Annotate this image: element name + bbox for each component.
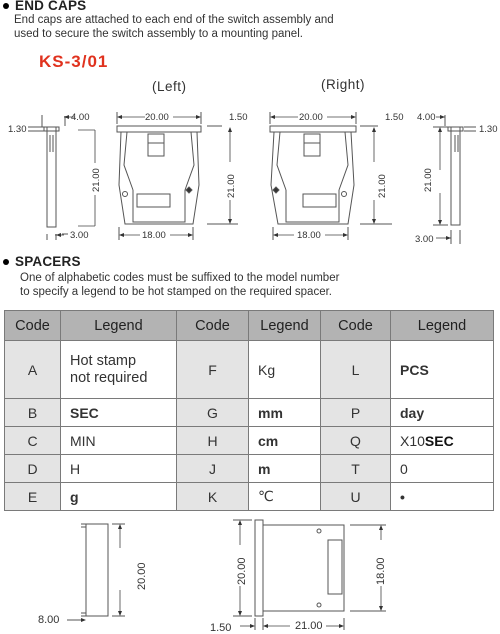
- legend-text: Hot stamp: [70, 352, 137, 369]
- code-cell: K: [177, 483, 249, 511]
- legend-cell: cm: [249, 427, 321, 455]
- dim-left-top-width: 20.00: [145, 112, 169, 123]
- left-side-view: [28, 115, 68, 240]
- dim-left-flange: 1.30: [8, 124, 27, 135]
- spacers-description-line-2: to specify a legend to be hot stamped on the required spacer.: [20, 286, 332, 298]
- header-legend: Legend: [61, 311, 177, 341]
- code-cell: C: [5, 427, 61, 455]
- end-caps-description-line-1: End caps are attached to each end of the switch assembly and: [14, 14, 334, 26]
- dim-right-front-height: 21.00: [377, 174, 388, 198]
- dim-right-gap: 1.50: [385, 112, 404, 123]
- legend-cell: day: [391, 399, 494, 427]
- dim-spacer-side-height: 20.00: [136, 562, 148, 590]
- dim-right-base-width: 18.00: [297, 230, 321, 241]
- legend-cell: H: [61, 455, 177, 483]
- legend-text: not required: [70, 369, 148, 386]
- right-cap-label: (Right): [321, 77, 366, 92]
- dim-spacer-front-height: 20.00: [236, 557, 248, 585]
- header-code: Code: [321, 311, 391, 341]
- code-cell: D: [5, 455, 61, 483]
- legend-cell: mm: [249, 399, 321, 427]
- code-cell: L: [321, 341, 391, 399]
- spacers-description-line-1: One of alphabetic codes must be suffixed to the model number: [20, 272, 340, 284]
- end-caps-drawing: [0, 0, 500, 260]
- legend-cell: ℃: [249, 483, 321, 511]
- legend-cell: MIN: [61, 427, 177, 455]
- right-side-view: [433, 115, 476, 244]
- legend-cell: •: [391, 483, 494, 511]
- model-number: KS-3/01: [39, 52, 109, 71]
- legend-text: X10: [400, 432, 425, 449]
- legend-cell: m: [249, 455, 321, 483]
- table-row: [5, 427, 494, 455]
- code-cell: U: [321, 483, 391, 511]
- code-cell: T: [321, 455, 391, 483]
- legend-cell: [391, 427, 494, 455]
- legend-cell: 0: [391, 455, 494, 483]
- dim-right-height: 21.00: [423, 168, 434, 192]
- dim-right-side-top: 4.00: [417, 112, 436, 123]
- table-row: [5, 455, 494, 483]
- spacers-title: SPACERS: [15, 254, 81, 269]
- dim-left-base-width: 18.00: [142, 230, 166, 241]
- code-cell: G: [177, 399, 249, 427]
- dim-spacer-inner-height: 18.00: [375, 557, 387, 585]
- dim-right-side-base: 3.00: [415, 234, 434, 245]
- code-cell: H: [177, 427, 249, 455]
- table-row: [5, 483, 494, 511]
- table-row: [5, 341, 494, 399]
- end-caps-description-line-2: used to secure the switch assembly to a mounting panel.: [14, 28, 303, 40]
- code-cell: A: [5, 341, 61, 399]
- dim-left-side-top: 4.00: [71, 112, 90, 123]
- spacers-bullet: [3, 259, 9, 265]
- left-front-view: [117, 112, 238, 240]
- left-cap-label: (Left): [152, 79, 187, 94]
- dim-spacer-flange: 1.50: [210, 622, 232, 634]
- code-cell: E: [5, 483, 61, 511]
- code-cell: Q: [321, 427, 391, 455]
- legend-cell: SEC: [61, 399, 177, 427]
- header-legend: Legend: [249, 311, 321, 341]
- code-cell: B: [5, 399, 61, 427]
- legend-cell: PCS: [391, 341, 494, 399]
- table-header-row: [5, 311, 494, 341]
- dim-left-side-base: 3.00: [70, 230, 89, 241]
- dim-left-height: 21.00: [91, 168, 102, 192]
- dim-spacer-depth: 8.00: [38, 614, 60, 626]
- legend-text-bold: SEC: [424, 432, 454, 449]
- code-cell: J: [177, 455, 249, 483]
- spacer-front-view: [233, 520, 386, 630]
- legend-cell: [61, 341, 177, 399]
- code-cell: F: [177, 341, 249, 399]
- legend-cell: g: [61, 483, 177, 511]
- header-legend: Legend: [391, 311, 494, 341]
- dim-right-top-width: 20.00: [299, 112, 323, 123]
- dim-spacer-width: 21.00: [295, 620, 323, 632]
- table-row: [5, 399, 494, 427]
- end-caps-title: END CAPS: [15, 0, 87, 13]
- dim-left-gap: 1.50: [229, 112, 248, 123]
- dim-right-flange: 1.30: [479, 124, 498, 135]
- legend-cell: Kg: [249, 341, 321, 399]
- spacer-side-view: [67, 524, 125, 620]
- spacer-legend-table: [4, 310, 494, 511]
- dim-left-front-height: 21.00: [226, 174, 237, 198]
- header-code: Code: [177, 311, 249, 341]
- header-code: Code: [5, 311, 61, 341]
- code-cell: P: [321, 399, 391, 427]
